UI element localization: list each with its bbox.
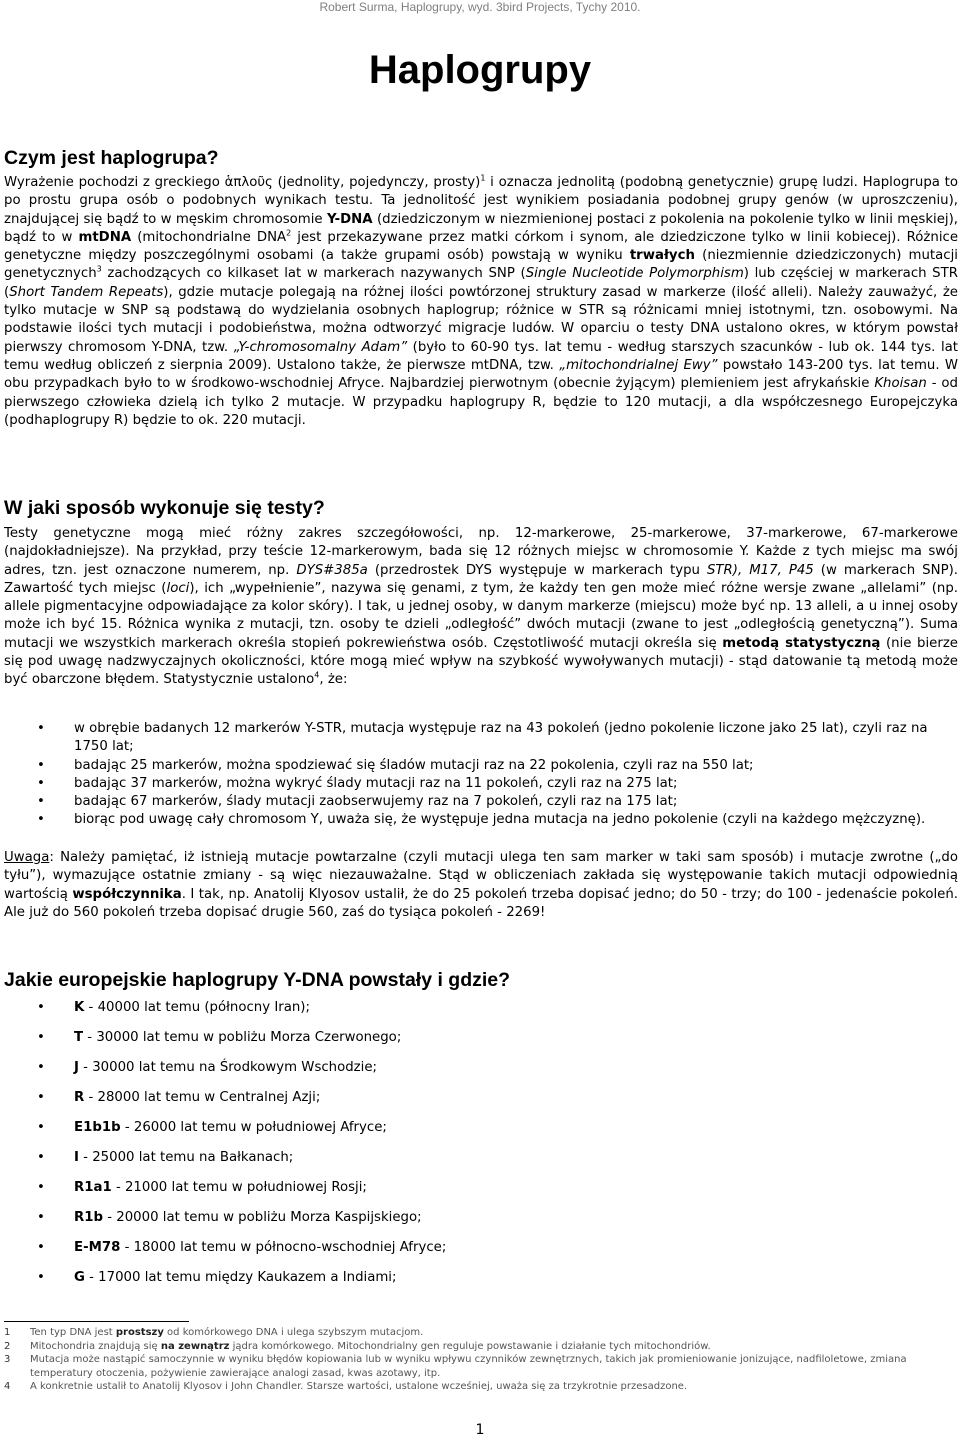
footnote: 4 A konkretnie ustalił to Anatolij Klyosov i John Chandler. Starsze wartości, ustalone wcześniej, uważa się za trzykrotnie przesadzone. bbox=[4, 1381, 688, 1392]
list-item: • G - 17000 lat temu między Kaukazem a Indiami; bbox=[4, 1269, 958, 1299]
footnote-ref[interactable]: 4 bbox=[314, 670, 320, 680]
footnote: 3 Mutacja może nastąpić samoczynnie w wyniku błędów kopiowania lub w wyniku wpływu czynników zewnętrznych, takich jak promieniowanie jonizujące, nadfiloletowe, zmiana temperatury otoczenia, pożywienie zawierające analogi zasad, kwas azotawy, itp. bbox=[4, 1354, 907, 1379]
list-item: • E-M78 - 18000 lat temu w północno-wschodniej Afryce; bbox=[4, 1239, 958, 1269]
list-item: • biorąc pod uwagę cały chromosom Y, uważa się, że występuje jedna mutacja na jedno pokolenie (czyli na każdego mężczyznę). bbox=[4, 811, 958, 829]
footnote: 2 Mitochondria znajdują się na zewnątrz jądra komórkowego. Mitochondrialny gen reguluje powstawanie i działanie tych mitochondriów. bbox=[4, 1340, 711, 1352]
list-item: • R1a1 - 21000 lat temu w południowej Rosji; bbox=[4, 1179, 958, 1209]
footnote-ref[interactable]: 2 bbox=[286, 228, 292, 238]
list-item: • badając 25 markerów, można spodziewać się śladów mutacji raz na 22 pokolenia, czyli raz na 550 lat; bbox=[4, 757, 958, 775]
statistics-list bbox=[4, 720, 958, 830]
section-heading-how-tests-done: W jaki sposób wykonuje się testy? bbox=[4, 497, 325, 519]
list-item: • J - 30000 lat temu na Środkowym Wschodzie; bbox=[4, 1059, 958, 1089]
list-item: • badając 37 markerów, można wykryć ślady mutacji raz na 11 pokoleń, czyli raz na 275 lat; bbox=[4, 775, 958, 793]
list-item: • T - 30000 lat temu w pobliżu Morza Czerwonego; bbox=[4, 1029, 958, 1059]
paragraph-how-tests-done: Testy genetyczne mogą mieć różny zakres szczegółowości, np. 12-markerowe, 25-markerowe, 37-markerowe, 67-markerowe (najdokładniejsze). Na przykład, przy teście 12-markerowym, bada się 12 różnych miejsc w chromosomie Y. Każde z tych miejsc ma swój adres, tzn. jest oznaczone numerem, np. DYS#385a (przedrostek DYS występuje w markerach typu STR), M17, P45 (w markerach SNP). Zawartość tych miejsc (loci), ich „wypełnienie”, nazywa się genami, z tym, że każdy ten gen może mieć różne wersje zwane „allelami” (np. allele pigmentacyjne odpowiadające za kolor skóry). I tak, u jednej osoby, w danym markerze (miejscu) może być np. 13 alleli, a u innej osoby może ich być 15. Różnica wynika z mutacji, tzn. osoby te dzieli „odległość” dwóch mutacji (zwane to jest „odległością genetyczną”). Suma mutacji we wszystkich markerach określa stopień pokrewieństwa osób. Częstotliwość mutacji określa się metodą statystyczną (nie bierze się pod uwagę nadzwyczajnych okoliczności, które mogą mieć wpływ na szybkość wywoływanych mutacji) - stąd datowanie tą metodą może być obarczone błędem. Statystycznie ustalono$^4$, że: bbox=[4, 526, 958, 688]
page-title: Haplogrupy bbox=[368, 48, 592, 92]
list-item: • E1b1b - 26000 lat temu w południowej Afryce; bbox=[4, 1119, 958, 1149]
footnote-ref[interactable]: 3 bbox=[96, 265, 102, 275]
list-item: • w obrębie badanych 12 markerów Y-STR, mutacja występuje raz na 43 pokoleń (jedno pokolenie liczone jako 25 lat), czyli raz na 1750 lat; bbox=[4, 720, 958, 757]
haplogroup-list bbox=[4, 999, 958, 1299]
paragraph-what-is-haplogroup: Wyrażenie pochodzi z greckiego ἁπλοῦς (jednolity, pojedynczy, prosty)$^1$ i oznacza jednolitą (podobną genetycznie) grupę ludzi. Haplogrupa to po prostu grupa osób o podobnych wynikach testu. Ta jednolitość jest wynikiem posiadania podobnej grupy genów (w uproszczeniu), znajdującej się bądź to w męskim chromosomie Y-DNA (dziedziczonym w niezmienionej postaci z pokolenia na pokolenie tylko w linii męskiej), bądź to w mtDNA (mitochondrialne DNA$^2$ jest przekazywane przez matki córkom i synom, ale dziedziczone tylko w linii kobiecej). Różnice genetyczne między poszczególnymi osobami (a także grupami osób) powstają w wyniku trwałych (niezmiennie dziedziczonych) mutacji genetycznych$^3$ zachodzących co kilkaset lat w markerach nazywanych SNP (Single Nucleotide Polymorphism) lub częściej w markerach STR (Short Tandem Repeats), gdzie mutacje polegają na różnej ilości powtórzonej struktury zasad w markerze (ilość alleli). Należy zauważyć, że tylko mutacje w SNP są podstawą do wydzielania osobnych haplogrup; różnice w STR są różnicami mniej istotnymi, tzn. osobowymi. Na podstawie ilości tych mutacji i podobieństwa, można odtworzyć migracje ludów. W oparciu o testy DNA ustalono okres, w którym powstał pierwszy chromosom Y-DNA, tzw. „Y-chromosomalny Adam” (było to 60-90 tys. lat temu - według starszych szacunków - lub ok. 144 tys. lat temu według obliczeń z sierpnia 2009). Ustalono także, że pierwsze mtDNA, tzw. „mitochondrialnej Ewy” powstało 143-200 tys. lat temu. W obu przypadkach było to w środkowo-wschodniej Afryce. Najbardziej pierwotnym (obecnie żyjącym) plemieniem jest afrykańskie Khoisan - od pierwszego człowieka dzielą ich tylko 2 mutacje. W przypadku haplogrupy R, będzie to 120 mutacji, a dla współczesnego Europejczyka (podhaplogrupy R) będzie to ok. 220 mutacji. bbox=[4, 173, 959, 428]
footnote-ref[interactable]: 1 bbox=[480, 173, 486, 183]
list-item: • R1b - 20000 lat temu w pobliżu Morza Kaspijskiego; bbox=[4, 1209, 958, 1239]
section-heading-european-haplogroups: Jakie europejskie haplogrupy Y-DNA powstały i gdzie? bbox=[4, 969, 511, 991]
note-label: Uwaga bbox=[4, 850, 50, 865]
paragraph-note: Uwaga: Należy pamiętać, iż istnieją mutacje powtarzalne (czyli mutacji ulega ten sam marker w taki sam sposób) i mutacje zwrotne („do tyłu”), wymazujące ostatnie zmiany - są więc niezauważalne. Stąd w obliczeniach zakłada się występowanie takich mutacji odpowiednią wartością współczynnika. I tak, np. Anatolij Klyosov ustalił, że do 25 pokoleń trzeba dopisać jedno; do 50 - trzy; do 100 - jedenaście pokoleń. Ale już do 560 pokoleń trzeba dopisać drugie 560, zaś do tysiąca pokoleń - 2269! bbox=[4, 850, 958, 920]
footnotes bbox=[4, 1326, 958, 1394]
page-number: 1 bbox=[475, 1422, 485, 1438]
list-item: • K - 40000 lat temu (północny Iran); bbox=[4, 999, 958, 1029]
footnote-divider bbox=[4, 1321, 189, 1322]
section-heading-what-is-haplogroup: Czym jest haplogrupa? bbox=[4, 147, 219, 169]
footnote: 1 Ten typ DNA jest prostszy od komórkowego DNA i ulega szybszym mutacjom. bbox=[4, 1327, 424, 1338]
list-item: • I - 25000 lat temu na Bałkanach; bbox=[4, 1149, 958, 1179]
list-item: • badając 67 markerów, ślady mutacji zaobserwujemy raz na 7 pokoleń, czyli raz na 175 lat; bbox=[4, 793, 958, 811]
running-header: Robert Surma, Haplogrupy, wyd. 3bird Projects, Tychy 2010. bbox=[319, 0, 641, 14]
list-item: • R - 28000 lat temu w Centralnej Azji; bbox=[4, 1089, 958, 1119]
